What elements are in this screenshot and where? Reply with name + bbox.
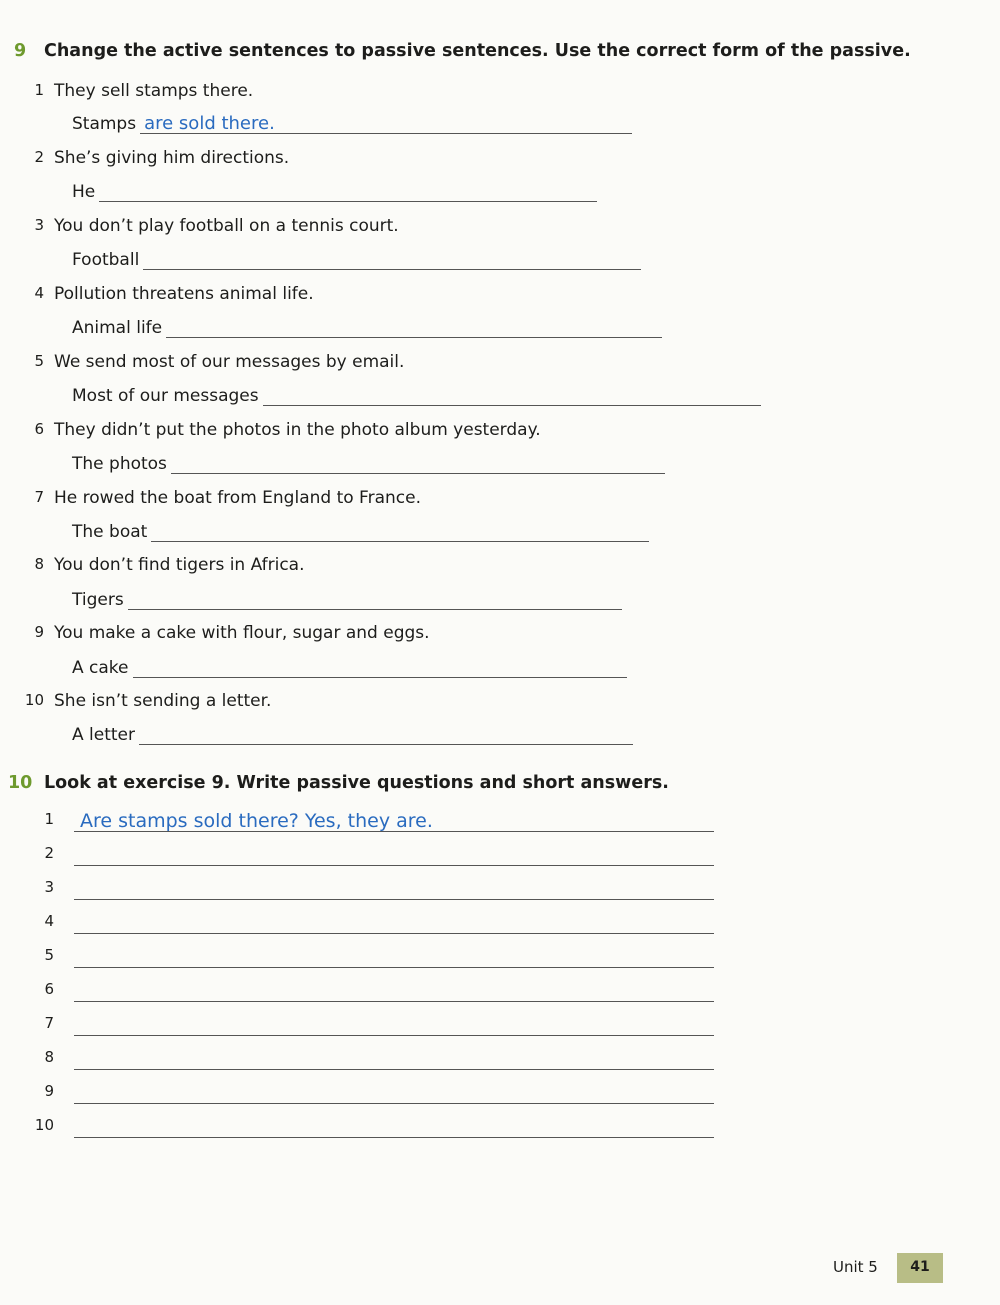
exercise-9-item-7-answer: The boat — [72, 521, 649, 542]
answer-line[interactable] — [139, 724, 633, 745]
exercise-10-line-7: 7 — [34, 1012, 714, 1036]
exercise-9-item-8-answer: Tigers — [72, 589, 622, 610]
answer-line[interactable] — [151, 521, 649, 542]
exercise-9-item-3-answer: Football — [72, 249, 641, 270]
exercise-9-item-9-answer: A cake — [72, 657, 627, 678]
handwritten-answer: Are stamps sold there? Yes, they are. — [80, 810, 433, 832]
answer-line[interactable] — [74, 1001, 714, 1002]
exercise-10-line-1: 1 Are stamps sold there? Yes, they are. — [34, 808, 714, 832]
exercise-9-item-5-answer: Most of our messages — [72, 385, 761, 406]
exercise-10-number: 10 — [8, 773, 33, 793]
exercise-10-line-6: 6 — [34, 978, 714, 1002]
exercise-10-line-10: 10 — [34, 1114, 714, 1138]
exercise-10-line-2: 2 — [34, 842, 714, 866]
exercise-9-instructions: Change the active sentences to passive sentences. Use the correct form of the passive. — [44, 41, 911, 61]
exercise-9-item-10-answer: A letter — [72, 724, 633, 745]
answer-line[interactable] — [74, 967, 714, 968]
unit-label: Unit 5 — [833, 1258, 878, 1276]
answer-line[interactable] — [74, 1137, 714, 1138]
exercise-9-item-2-answer: He — [72, 181, 597, 202]
exercise-10-line-5: 5 — [34, 944, 714, 968]
page-number-tab — [897, 1253, 943, 1283]
exercise-9-item-4-answer: Animal life — [72, 317, 662, 338]
answer-line[interactable] — [263, 385, 761, 406]
exercise-10-instructions: Look at exercise 9. Write passive questions and short answers. — [44, 773, 669, 793]
answer-line[interactable] — [166, 317, 662, 338]
answer-line[interactable] — [74, 1035, 714, 1036]
worksheet-page: 9 Change the active sentences to passive sentences. Use the correct form of the passive. 1 They sell stamps there. Stamps are sold there. 2 She’s giving him directions. He 3 You don’t play football on a tennis court. Football 4 Pollution threatens animal life. Animal life 5 We send most of our messages by email. Most of our messages 6 They didn’t put the photos in the photo album yesterday. The photos 7 He rowed the boat from England to France. The boat 8 You don’t find tigers in Africa. Tigers 9 You make a cake with flour, sugar and eggs. A cake 10 She isn’t sending a letter. A letter 10 Look at exercise 9. Write passive questions and short answers. 1 Are stamps sold there? Yes, they are. 2 3 4 5 6 7 8 9 10 Unit 5 41 — [0, 0, 1000, 1305]
answer-line[interactable] — [128, 589, 622, 610]
handwritten-answer: are sold there. — [144, 113, 275, 134]
answer-line[interactable] — [74, 899, 714, 900]
answer-line[interactable] — [74, 865, 714, 866]
exercise-9-item-1-answer: Stamps are sold there. — [72, 113, 632, 134]
answer-line[interactable] — [74, 1069, 714, 1070]
exercise-10-line-9: 9 — [34, 1080, 714, 1104]
exercise-9-item-6-answer: The photos — [72, 453, 665, 474]
answer-line[interactable] — [171, 453, 665, 474]
page-number: 41 — [910, 1259, 930, 1275]
exercise-10-line-8: 8 — [34, 1046, 714, 1070]
answer-line[interactable] — [74, 1103, 714, 1104]
exercise-9-number: 9 — [14, 41, 27, 61]
answer-line[interactable] — [74, 933, 714, 934]
answer-line[interactable] — [140, 113, 632, 134]
exercise-10-line-4: 4 — [34, 910, 714, 934]
answer-line[interactable] — [143, 249, 641, 270]
exercise-10-line-3: 3 — [34, 876, 714, 900]
answer-line[interactable] — [133, 657, 627, 678]
answer-line[interactable] — [99, 181, 597, 202]
